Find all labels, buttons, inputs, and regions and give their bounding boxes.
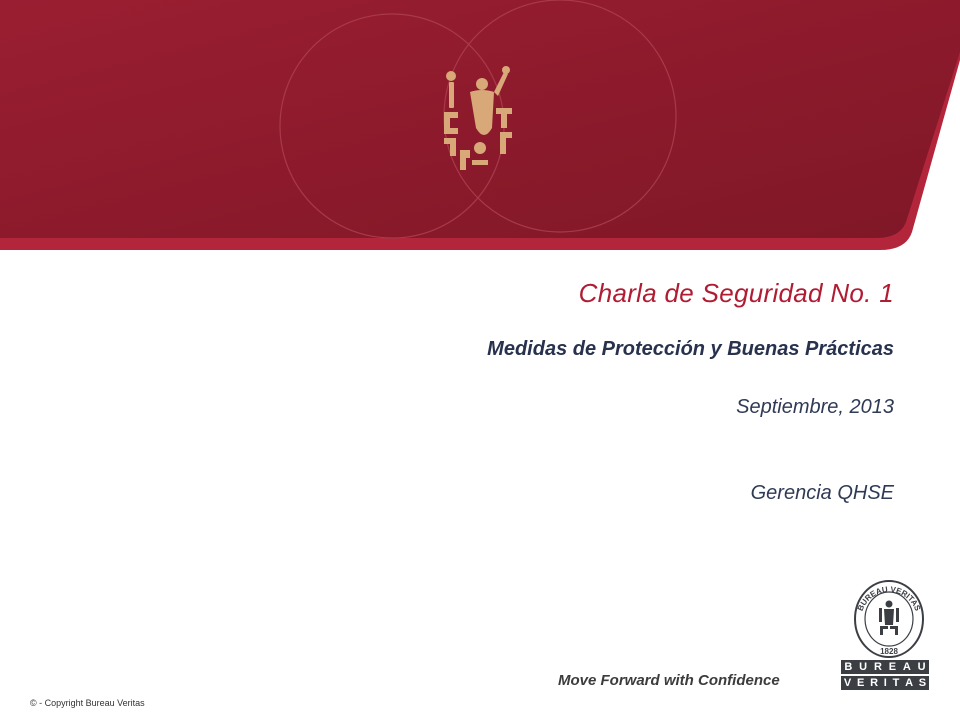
slide-subtitle: Medidas de Protección y Buenas Prácticas (487, 338, 894, 360)
logo-letter: I (883, 677, 887, 689)
logo-letter: E (888, 661, 897, 673)
logo-letter: V (843, 677, 852, 689)
bureau-veritas-seal-icon (846, 578, 932, 660)
slide-department: Gerencia QHSE (750, 482, 894, 504)
logo-letter: B (844, 661, 853, 673)
footer-copyright: © - Copyright Bureau Veritas (30, 698, 145, 708)
logo-letter: A (902, 661, 911, 673)
logo-word-bureau (841, 660, 929, 674)
svg-text:BUREAU VERITAS (856, 585, 923, 613)
logo-letter: A (905, 677, 914, 689)
logo-letter: E (856, 677, 865, 689)
footer-tagline: Move Forward with Confidence (558, 672, 780, 689)
logo-letter: S (918, 677, 927, 689)
logo-letter: U (917, 661, 926, 673)
header-banner (0, 0, 960, 260)
seal-year: 1828 (880, 647, 898, 656)
logo-word-veritas (841, 676, 929, 690)
slide-date: Septiembre, 2013 (736, 396, 894, 418)
seal-top-text: BUREAU VERITAS (855, 584, 923, 613)
logo-letter: R (870, 677, 879, 689)
logo-letter: T (892, 677, 900, 689)
logo-letter: U (859, 661, 868, 673)
logo-letter: R (873, 661, 882, 673)
slide-title: Charla de Seguridad No. 1 (578, 278, 894, 308)
